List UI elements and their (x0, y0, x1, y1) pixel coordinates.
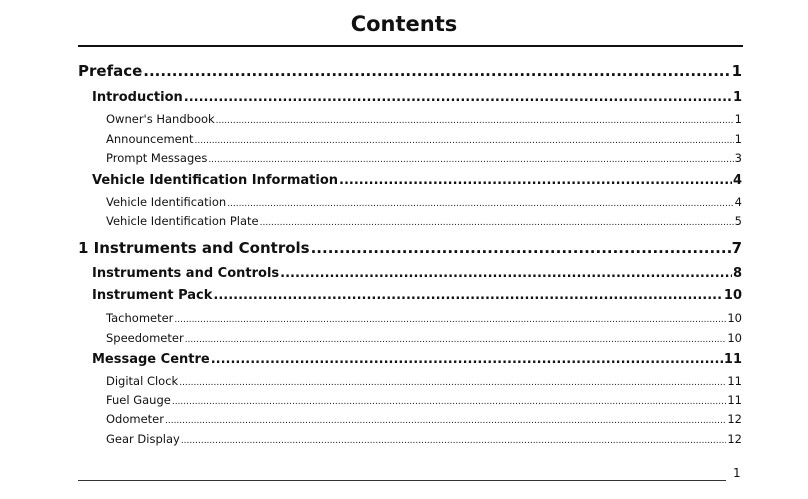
toc-entry-label: Prompt Messages (106, 151, 208, 165)
dot-leader (227, 195, 733, 209)
toc-entry-label: Announcement (106, 132, 194, 146)
page-title: Contents (350, 12, 458, 36)
toc-entry-label: 1 Instruments and Controls (78, 239, 310, 257)
toc-entry-page-number: 10 (727, 311, 742, 325)
toc-entry[interactable] (92, 288, 742, 303)
toc-entry[interactable] (92, 266, 742, 281)
toc-entry-page-number: 12 (727, 412, 742, 426)
toc-entry-page-number: 10 (727, 331, 742, 345)
toc-entry-label: Preface (78, 62, 143, 80)
toc-entry[interactable] (106, 195, 742, 209)
toc-entry[interactable] (92, 90, 742, 105)
footer-divider (78, 480, 726, 481)
toc-entry-label: Vehicle Identification Plate (106, 214, 259, 228)
dot-leader (208, 151, 733, 165)
toc-entry-page-number: 3 (734, 151, 742, 165)
toc-entry[interactable] (106, 331, 742, 345)
dot-leader (172, 393, 727, 407)
toc-entry-label: Introduction (92, 90, 183, 105)
toc-entry[interactable] (78, 62, 742, 80)
dot-leader (216, 112, 734, 126)
toc-entry-page-number: 7 (731, 239, 742, 257)
toc-entry-label: Fuel Gauge (106, 393, 171, 407)
toc-entry-page-number: 1 (731, 62, 742, 80)
toc-entry-label: Instrument Pack (92, 288, 213, 303)
dot-leader (311, 239, 731, 257)
dot-leader (185, 331, 727, 345)
toc-entry-label: Message Centre (92, 352, 210, 367)
dot-leader (174, 311, 726, 325)
toc-entry[interactable] (92, 173, 742, 188)
dot-leader (181, 432, 727, 446)
toc-entry[interactable] (92, 352, 742, 367)
toc-entry-page-number: 5 (734, 214, 742, 228)
toc-entry[interactable] (106, 112, 742, 126)
toc-entry-page-number: 10 (723, 288, 742, 303)
toc-entry-label: Tachometer (106, 311, 174, 325)
toc-entry-page-number: 11 (727, 393, 742, 407)
footer-page-number: 1 (733, 466, 741, 480)
toc-entry-label: Owner's Handbook (106, 112, 215, 126)
dot-leader (179, 374, 726, 388)
toc-entry-page-number: 1 (734, 132, 742, 146)
toc-entry-label: Vehicle Identification Information (92, 173, 339, 188)
toc-entry[interactable] (106, 412, 742, 426)
dot-leader (143, 62, 730, 80)
dot-leader (184, 90, 732, 105)
dot-leader (260, 214, 734, 228)
toc-entry-label: Gear Display (106, 432, 180, 446)
toc-entry[interactable] (106, 151, 742, 165)
toc-entry-page-number: 4 (734, 195, 742, 209)
toc-entry-page-number: 1 (732, 90, 742, 105)
toc-entry-page-number: 1 (734, 112, 742, 126)
dot-leader (211, 352, 723, 367)
toc-entry[interactable] (106, 214, 742, 228)
toc-entry-label: Odometer (106, 412, 164, 426)
title-divider (78, 45, 743, 47)
toc-entry[interactable] (106, 311, 742, 325)
toc-entry[interactable] (78, 239, 742, 257)
toc-entry[interactable] (106, 132, 742, 146)
toc-entry-label: Speedometer (106, 331, 184, 345)
toc-entry[interactable] (106, 374, 742, 388)
toc-entry-label: Digital Clock (106, 374, 179, 388)
toc-entry[interactable] (106, 432, 742, 446)
toc-entry-page-number: 12 (727, 432, 742, 446)
toc-entry-page-number: 11 (727, 374, 742, 388)
dot-leader (195, 132, 734, 146)
dot-leader (339, 173, 732, 188)
dot-leader (280, 266, 732, 281)
toc-entry-label: Instruments and Controls (92, 266, 280, 281)
dot-leader (213, 288, 723, 303)
toc-entry-page-number: 8 (732, 266, 742, 281)
toc-entry[interactable] (106, 393, 742, 407)
toc-entry-page-number: 11 (723, 352, 742, 367)
toc-entry-label: Vehicle Identification (106, 195, 227, 209)
dot-leader (165, 412, 726, 426)
toc-entry-page-number: 4 (732, 173, 742, 188)
